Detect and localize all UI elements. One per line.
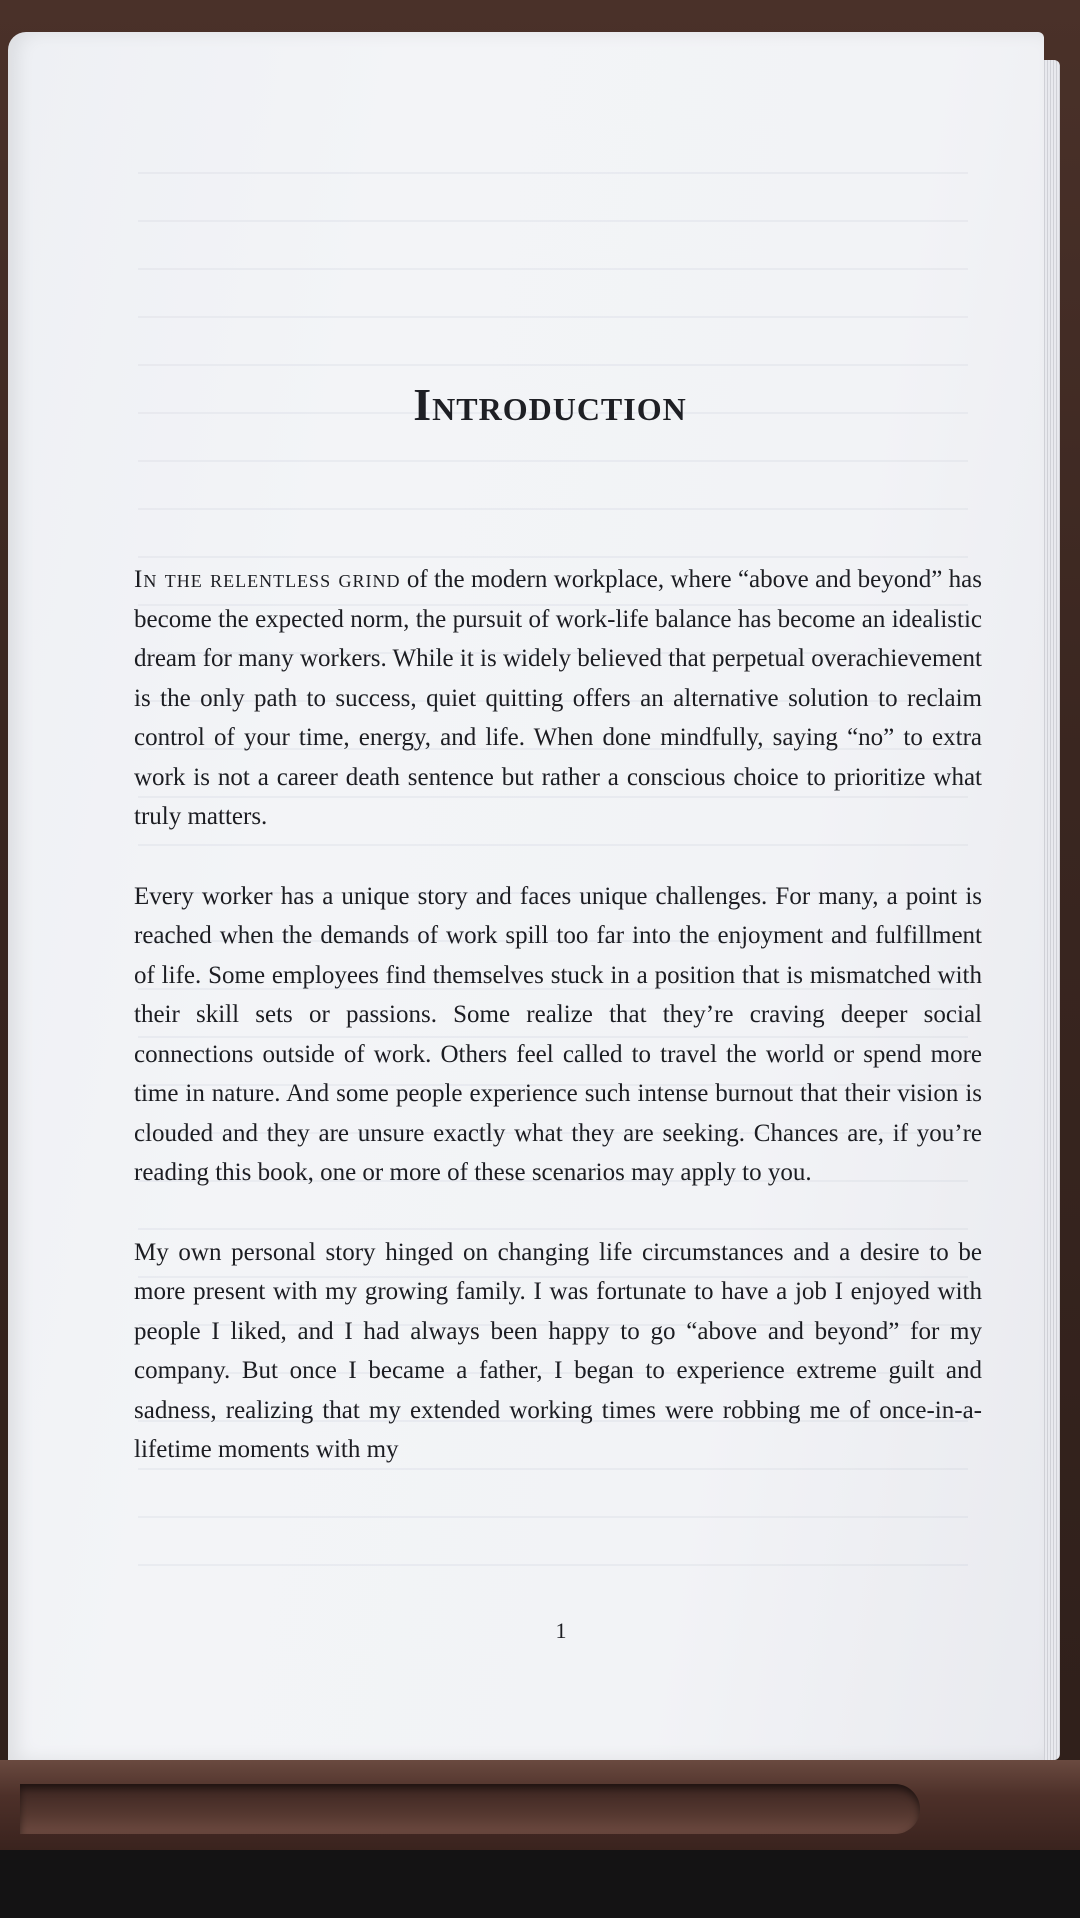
paragraph-3: My own personal story hinged on changing life circumstances and a desire to be more present with my growing family. I was fortunate to have a job I enjoyed with people I liked, and I had always been happy to go “above and beyond” for my company. But once I became a father, I began to experience extreme guilt and sadness, realizing that my extended working times were robbing me of once-in-a-lifetime moments with my — [134, 1238, 982, 1463]
book-stand-groove — [20, 1784, 920, 1834]
page-number: 1 — [555, 1618, 567, 1643]
body-text — [134, 560, 982, 1510]
paragraph-2: Every worker has a unique story and faces unique challenges. For many, a point is reached when the demands of work spill too far into the enjoyment and fulfillment of life. Some employees find themselves stuck in a position that is mismatched with their skill sets or passions. Some realize that they’re craving deeper social connections outside of work. Others feel called to travel the world or spend more time in nature. And some people experience such intense burnout that their vision is clouded and they are unsure exactly what they are seeking. Chances are, if you’re reading this book, one or more of these scenarios may apply to you. — [134, 882, 982, 1186]
dark-base — [0, 1850, 1080, 1918]
paragraph-1 — [134, 560, 982, 837]
chapter-title: Introduction — [413, 379, 687, 430]
paragraph-text: of the modern workplace, where “above and beyond” has become the expected norm, the pursuit of work-life balance has become an idealistic dream for many workers. While it is widely believed that perpetual overachievement is the only path to success, quiet quitting offers an alternative solution to reclaim control of your time, energy, and life. When done mindfully, saying “no” to extra work is not a career death sentence but rather a conscious choice to prioritize what truly matters. — [134, 566, 982, 830]
paragraph-lead: In the relentless grind — [134, 566, 401, 593]
